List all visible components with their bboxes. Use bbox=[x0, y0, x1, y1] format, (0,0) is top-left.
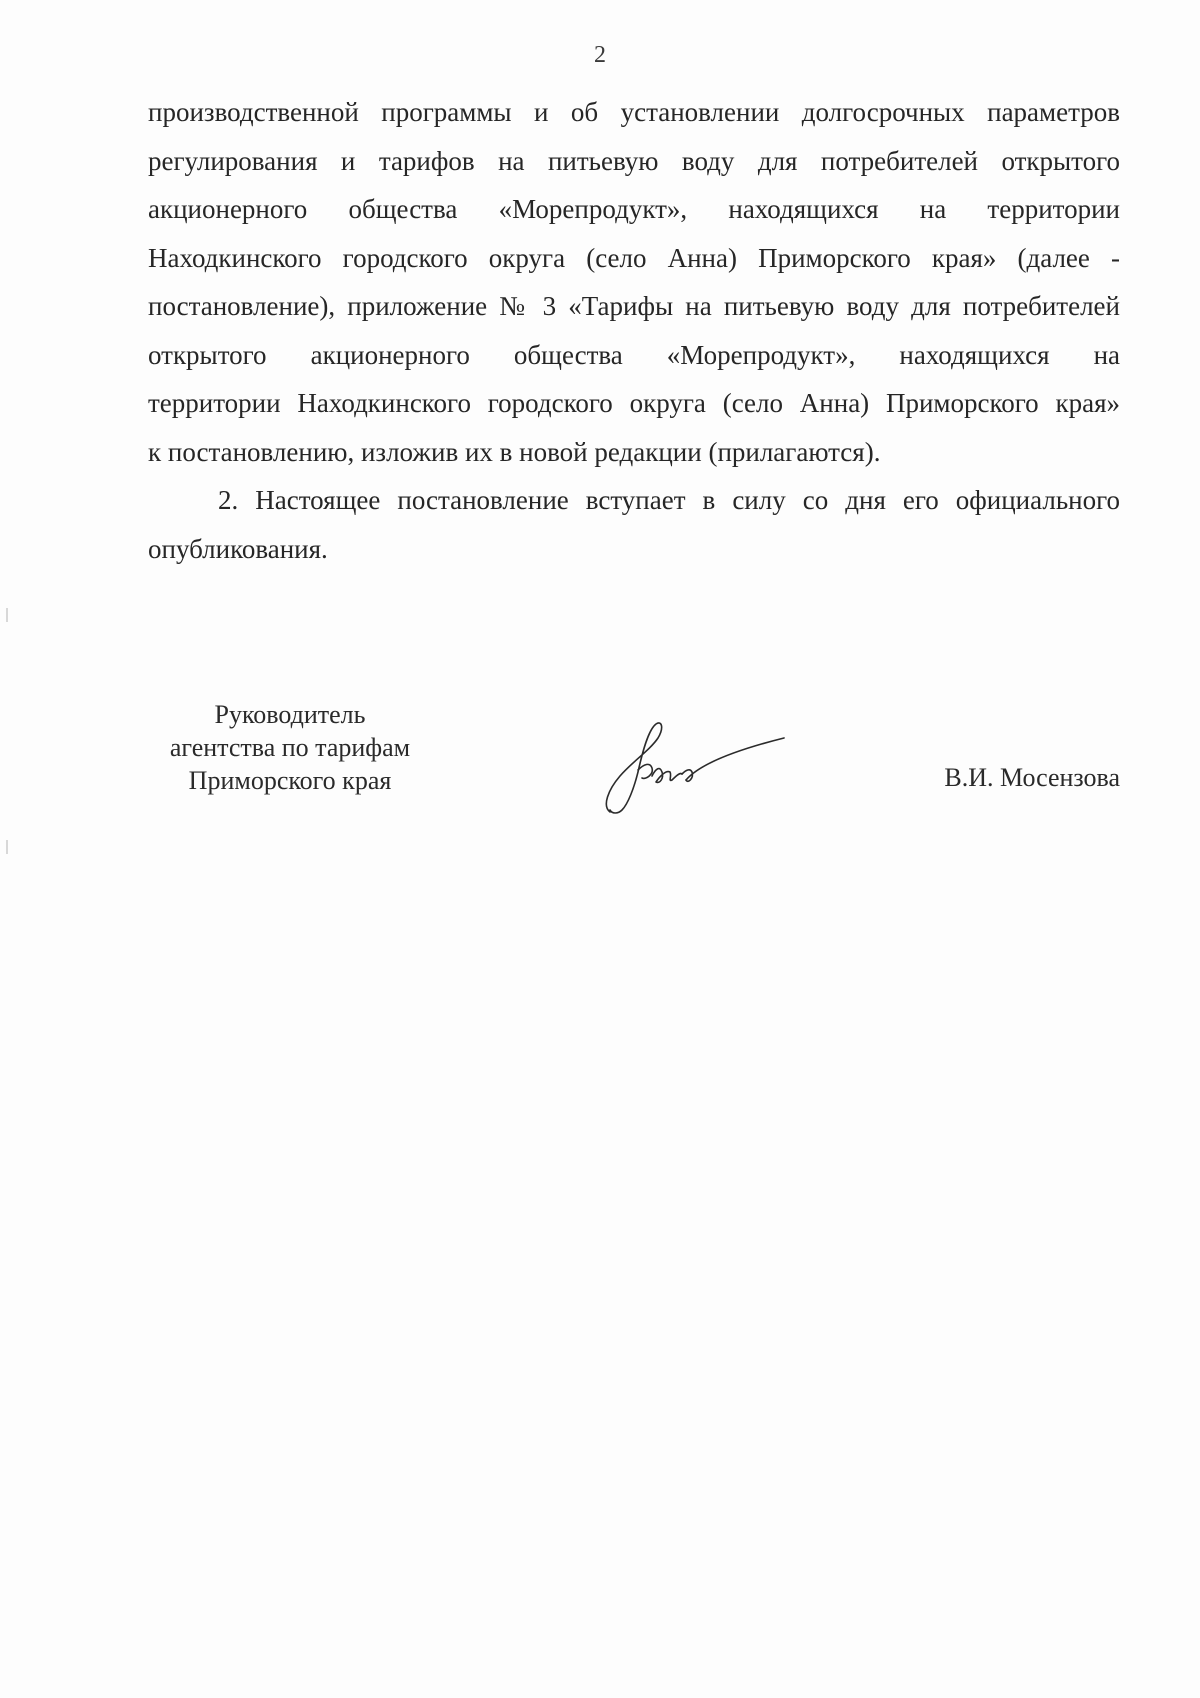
paragraph-1 bbox=[148, 88, 1120, 476]
handwritten-signature bbox=[598, 710, 798, 820]
paragraph-1-line: к постановлению, изложив их в новой редакции (прилагаются). bbox=[148, 436, 881, 467]
scan-artifact bbox=[6, 608, 8, 622]
signatory-position-line: агентства по тарифам bbox=[169, 733, 411, 762]
scan-artifact bbox=[6, 840, 8, 854]
signatory-position bbox=[140, 698, 440, 797]
paragraph-1-line: регулирования и тарифов на питьевую воду для потребителей открытого bbox=[148, 145, 1120, 176]
paragraph-2-line: опубликования. bbox=[148, 533, 328, 564]
paragraph-1-line: территории Находкинского городского округа (село Анна) Приморского края» bbox=[148, 388, 1120, 418]
paragraph-1-line: постановление), приложение № 3 «Тарифы на питьевую воду для потребителей bbox=[148, 291, 1120, 321]
paragraph-1-line: акционерного общества «Морепродукт», находящихся на территории bbox=[148, 194, 1120, 224]
signatory-position-line: Руководитель bbox=[214, 700, 366, 729]
page-number: 2 bbox=[594, 42, 606, 68]
signatory-name: В.И. Мосензова bbox=[944, 763, 1120, 792]
paragraph-2 bbox=[148, 476, 1120, 573]
paragraph-1-line: Находкинского городского округа (село Анна) Приморского края» (далее - bbox=[148, 242, 1120, 273]
paragraph-1-line: открытого акционерного общества «Морепродукт», находящихся на bbox=[148, 339, 1120, 370]
signatory-position-line: Приморского края bbox=[188, 766, 392, 795]
paragraph-1-line: производственной программы и об установлении долгосрочных параметров bbox=[148, 97, 1120, 127]
paragraph-2-line: 2. Настоящее постановление вступает в силу со дня его официального bbox=[218, 485, 1120, 515]
document-body bbox=[148, 88, 1120, 573]
